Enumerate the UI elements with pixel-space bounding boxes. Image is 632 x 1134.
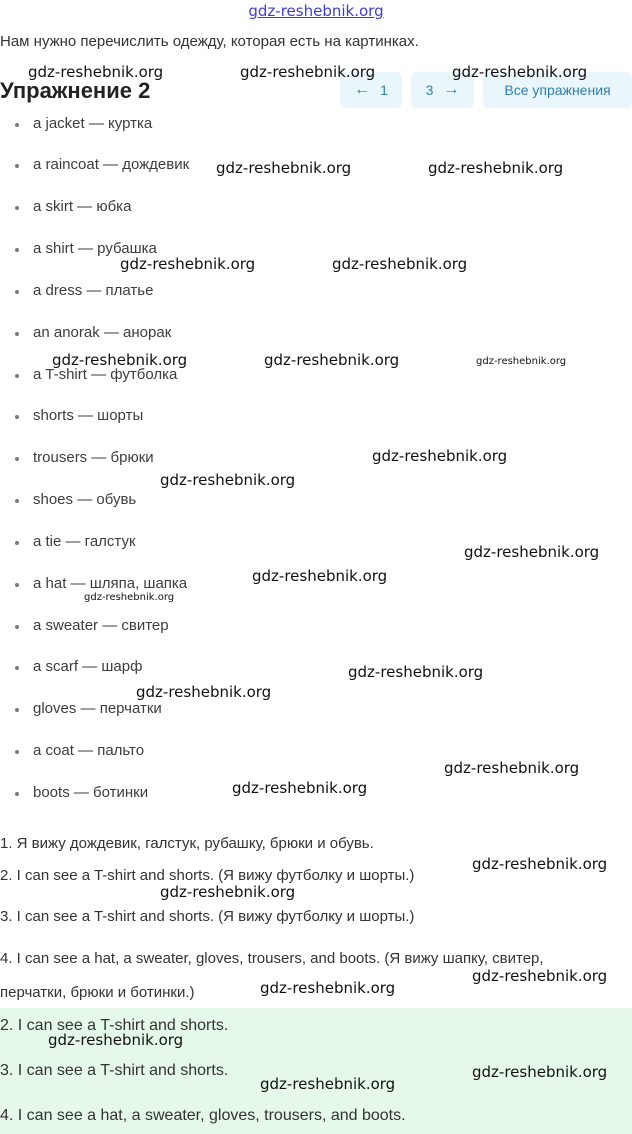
list-item-text: boots — ботинки xyxy=(33,784,149,801)
arrow-right-icon: → xyxy=(443,81,460,98)
list-item-text: a shirt — рубашка xyxy=(33,240,157,257)
bullet-icon xyxy=(15,499,19,503)
watermark: gdz-reshebnik.org xyxy=(444,759,580,777)
list-item-text: a raincoat — дождевик xyxy=(33,156,190,173)
list-item-text: a T-shirt — футболка xyxy=(33,366,178,383)
watermark: gdz-reshebnik.org xyxy=(472,1063,608,1081)
watermark: gdz-reshebnik.org xyxy=(332,255,468,273)
answer-line: 1. Я вижу дождевик, галстук, рубашку, брюки и обувь. xyxy=(0,835,374,852)
watermark: gdz-reshebnik.org xyxy=(136,683,272,701)
list-item-text: a scarf — шарф xyxy=(33,658,143,675)
answer-line: 2. I can see a T-shirt and shorts. (Я вижу футболку и шорты.) xyxy=(0,867,415,884)
highlighted-line: 4. I can see a hat, a sweater, gloves, trousers, and boots. xyxy=(0,1107,406,1124)
highlighted-line: 2. I can see a T-shirt and shorts. xyxy=(0,1017,229,1034)
list-item-text: a dress — платье xyxy=(33,282,154,299)
bullet-icon xyxy=(15,708,19,712)
highlighted-line: 3. I can see a T-shirt and shorts. xyxy=(0,1062,229,1079)
site-link[interactable]: gdz-reshebnik.org xyxy=(248,2,384,20)
watermark: gdz-reshebnik.org xyxy=(428,159,564,177)
all-exercises-label: Все упражнения xyxy=(504,82,611,98)
bullet-icon xyxy=(15,792,19,796)
watermark: gdz-reshebnik.org xyxy=(216,159,352,177)
bullet-icon xyxy=(15,290,19,294)
answer-line: 4. I can see a hat, a sweater, gloves, trousers, and boots. (Я вижу шапку, свитер, xyxy=(0,950,544,967)
watermark: gdz-reshebnik.org xyxy=(452,63,588,81)
watermark: gdz-reshebnik.org xyxy=(160,883,296,901)
bullet-icon xyxy=(15,415,19,419)
list-item-text: a coat — пальто xyxy=(33,742,145,759)
bullet-icon xyxy=(15,206,19,210)
watermark: gdz-reshebnik.org xyxy=(464,543,600,561)
watermark: gdz-reshebnik.org xyxy=(348,663,484,681)
watermark: gdz-reshebnik.org xyxy=(120,255,256,273)
prev-exercise-label: 1 xyxy=(380,82,388,98)
bullet-icon xyxy=(15,625,19,629)
list-item-text: shorts — шорты xyxy=(33,407,144,424)
bullet-icon xyxy=(15,374,19,378)
answer-line: 3. I can see a T-shirt and shorts. (Я вижу футболку и шорты.) xyxy=(0,908,415,925)
watermark: gdz-reshebnik.org xyxy=(28,63,164,81)
bullet-icon xyxy=(15,583,19,587)
arrow-left-icon: ← xyxy=(354,81,371,98)
bullet-icon xyxy=(15,457,19,461)
list-item-text: a skirt — юбка xyxy=(33,198,132,215)
next-exercise-label: 3 xyxy=(425,82,434,98)
list-item-text: a sweater — свитер xyxy=(33,617,169,634)
list-item-text: a hat — шляпа, шапка xyxy=(33,575,188,592)
list-item-text: a tie — галстук xyxy=(33,533,136,550)
bullet-icon xyxy=(15,248,19,252)
watermark: gdz-reshebnik.org xyxy=(476,356,567,367)
answer-line: перчатки, брюки и ботинки.) xyxy=(0,984,195,1001)
bullet-icon xyxy=(15,123,19,127)
watermark: gdz-reshebnik.org xyxy=(160,471,296,489)
list-item-text: an anorak — анорак xyxy=(33,324,172,341)
bullet-icon xyxy=(15,164,19,168)
bullet-icon xyxy=(15,332,19,336)
intro-text: Нам нужно перечислить одежду, которая есть на картинках. xyxy=(0,33,419,50)
bullet-icon xyxy=(15,541,19,545)
bullet-icon xyxy=(15,666,19,670)
watermark: gdz-reshebnik.org xyxy=(472,967,608,985)
watermark: gdz-reshebnik.org xyxy=(372,447,508,465)
watermark: gdz-reshebnik.org xyxy=(232,779,368,797)
bullet-icon xyxy=(15,750,19,754)
list-item-text: gloves — перчатки xyxy=(33,700,162,717)
watermark: gdz-reshebnik.org xyxy=(260,979,396,997)
list-item-text: a jacket — куртка xyxy=(33,115,153,132)
watermark: gdz-reshebnik.org xyxy=(240,63,376,81)
watermark: gdz-reshebnik.org xyxy=(84,592,175,603)
watermark: gdz-reshebnik.org xyxy=(48,1031,184,1049)
exercise-title: Упражнение 2 xyxy=(0,78,151,103)
watermark: gdz-reshebnik.org xyxy=(264,351,400,369)
watermark: gdz-reshebnik.org xyxy=(252,567,388,585)
watermark: gdz-reshebnik.org xyxy=(472,855,608,873)
watermark: gdz-reshebnik.org xyxy=(52,351,188,369)
watermark: gdz-reshebnik.org xyxy=(260,1075,396,1093)
list-item-text: trousers — брюки xyxy=(33,449,154,466)
list-item-text: shoes — обувь xyxy=(33,491,137,508)
